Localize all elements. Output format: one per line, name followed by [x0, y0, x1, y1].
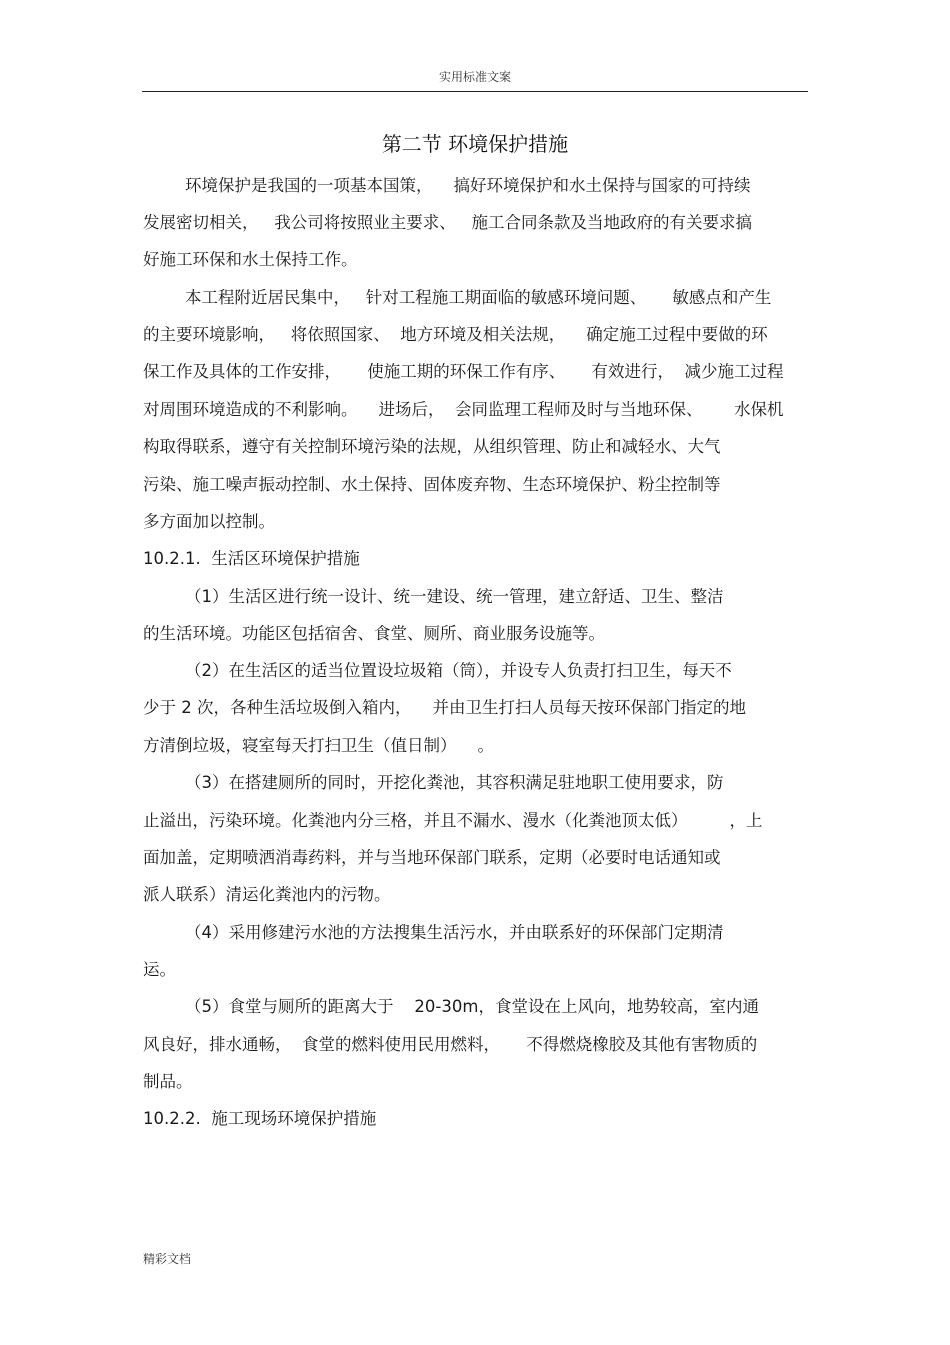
text-line: 环境保护是我国的一项基本国策， 搞好环境保护和水土保持与国家的可持续 [143, 176, 751, 195]
text-line: 派人联系）清运化粪池内的污物。 [143, 885, 391, 904]
text-line: 本工程附近居民集中， 针对工程施工期面临的敏感环境问题、 敏感点和产生 [143, 288, 772, 307]
text-line: 止溢出，污染环境。化粪池内分三格，并且不漏水、漫水（化粪池顶太低） ，上 [143, 811, 763, 830]
page-footer: 精彩文档 [143, 1252, 192, 1266]
text-line: （3）在搭建厕所的同时，开挖化粪池，其容积满足驻地职工使用要求，防 [143, 773, 724, 792]
text-line: 的主要环境影响， 将依照国家、 地方环境及相关法规， 确定施工过程中要做的环 [143, 325, 768, 344]
header-rule [142, 91, 808, 92]
subsection-heading: 10.2.2. 施工现场环境保护措施 [143, 1109, 377, 1128]
text-line: 制品。 [143, 1072, 193, 1091]
text-line: （1）生活区进行统一设计、统一建设、统一管理，建立舒适、卫生、整洁 [143, 587, 724, 606]
text-line: 保工作及具体的工作安排， 使施工期的环保工作有序、 有效进行， 减少施工过程 [143, 362, 784, 381]
text-line: 方清倒垃圾，寝室每天打扫卫生（值日制） 。 [143, 736, 494, 755]
text-line: 少于 2 次，各种生活垃圾倒入箱内， 并由卫生打扫人员每天按环保部门指定的地 [143, 698, 746, 717]
text-line: 好施工环保和水土保持工作。 [143, 250, 358, 269]
text-line: 污染、施工噪声振动控制、水土保持、固体废弃物、生态环境保护、粉尘控制等 [143, 475, 721, 494]
text-line: 运。 [143, 960, 176, 979]
page-header: 实用标准文案 [438, 70, 511, 84]
text-line: （4）采用修建污水池的方法搜集生活污水，并由联系好的环保部门定期清 [143, 923, 724, 942]
text-line: 的生活环境。功能区包括宿舍、食堂、厕所、商业服务设施等。 [143, 624, 605, 643]
text-line: 风良好，排水通畅， 食堂的燃料使用民用燃料， 不得燃烧橡胶及其他有害物质的 [143, 1035, 758, 1054]
text-line: 多方面加以控制。 [143, 512, 275, 531]
text-line: （5）食堂与厕所的距离大于 20-30m，食堂设在上风向，地势较高，室内通 [143, 997, 759, 1016]
text-line: 发展密切相关， 我公司将按照业主要求、 施工合同条款及当地政府的有关要求搞 [143, 213, 752, 232]
text-line: （2）在生活区的适当位置设垃圾箱（筒），并设专人负责打扫卫生，每天不 [143, 661, 732, 680]
section-title: 第二节 环境保护措施 [381, 132, 569, 156]
subsection-heading: 10.2.1. 生活区环境保护措施 [143, 549, 360, 568]
text-line: 对周围环境造成的不利影响。 进场后， 会同监理工程师及时与当地环保、 水保机 [143, 400, 784, 419]
text-line: 构取得联系，遵守有关控制环境污染的法规，从组织管理、防止和减轻水、大气 [143, 437, 721, 456]
text-line: 面加盖，定期喷洒消毒药料，并与当地环保部门联系，定期（必要时电话通知或 [143, 848, 721, 867]
